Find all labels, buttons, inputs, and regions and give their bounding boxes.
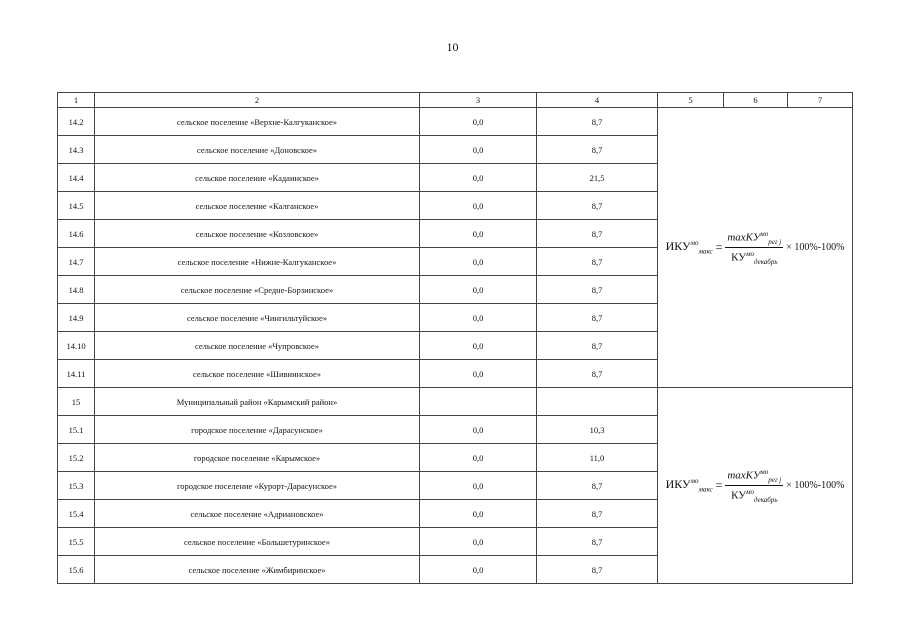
- formula-cell: [658, 108, 853, 388]
- settlement-name: сельское поселение «Шивиинское»: [95, 360, 420, 388]
- value-col4: 8,7: [537, 528, 658, 556]
- row-number: 14.8: [58, 276, 95, 304]
- value-col3: 0,0: [420, 108, 537, 136]
- value-col3: 0,0: [420, 556, 537, 584]
- value-col3: 0,0: [420, 360, 537, 388]
- row-number: 14.5: [58, 192, 95, 220]
- row-number: 15: [58, 388, 95, 416]
- tariff-table: [57, 92, 853, 584]
- formula-multiplier: × 100%-100%: [786, 242, 845, 253]
- header-cell-5: 5: [658, 93, 724, 108]
- row-number: 15.1: [58, 416, 95, 444]
- row-number: 15.6: [58, 556, 95, 584]
- value-col3: 0,0: [420, 444, 537, 472]
- table-row: [58, 388, 853, 416]
- settlement-name: городское поселение «Карымское»: [95, 444, 420, 472]
- page-number: 10: [446, 40, 459, 54]
- value-col3: 0,0: [420, 136, 537, 164]
- value-col4: 8,7: [537, 304, 658, 332]
- value-col3: 0,0: [420, 192, 537, 220]
- formula-lhs: $ИКУ^{мо}_{макс}$: [665, 239, 713, 256]
- value-col4: 11,0: [537, 444, 658, 472]
- row-number: 14.11: [58, 360, 95, 388]
- formula-denominator: $КУ^{мо}_{декабрь}$: [731, 487, 778, 504]
- value-col4: 8,7: [537, 108, 658, 136]
- row-number: 14.4: [58, 164, 95, 192]
- settlement-name: сельское поселение «Нижне-Калгуканское»: [95, 248, 420, 276]
- value-col4: 21,5: [537, 164, 658, 192]
- formula-equals: =: [715, 240, 723, 254]
- value-col3: 0,0: [420, 472, 537, 500]
- settlement-name: сельское поселение «Адриановское»: [95, 500, 420, 528]
- formula-lhs: $ИКУ^{мо}_{макс}$: [665, 477, 713, 494]
- value-col4: 8,7: [537, 248, 658, 276]
- value-col3: 0,0: [420, 332, 537, 360]
- index-formula: [666, 468, 845, 504]
- row-number: 14.7: [58, 248, 95, 276]
- formula-equals: =: [715, 478, 723, 492]
- header-row: [58, 93, 853, 108]
- row-number: 14.9: [58, 304, 95, 332]
- value-col4: 8,7: [537, 472, 658, 500]
- value-col3: 0,0: [420, 304, 537, 332]
- table-row: [58, 108, 853, 136]
- value-col3: 0,0: [420, 276, 537, 304]
- header-cell-4: 4: [537, 93, 658, 108]
- row-number: 15.2: [58, 444, 95, 472]
- row-number: 15.5: [58, 528, 95, 556]
- value-col4: 8,7: [537, 136, 658, 164]
- header-cell-7: 7: [788, 93, 853, 108]
- formula-multiplier: × 100%-100%: [786, 480, 845, 491]
- settlement-name: сельское поселение «Кадаинское»: [95, 164, 420, 192]
- index-formula: [666, 230, 845, 266]
- formula-numerator: maxКУ$^{мо}_{рег j}$: [727, 229, 782, 246]
- value-col4: [537, 388, 658, 416]
- settlement-name: сельское поселение «Большетуринское»: [95, 528, 420, 556]
- value-col3: 0,0: [420, 500, 537, 528]
- settlement-name: сельское поселение «Доновское»: [95, 136, 420, 164]
- formula-cell: [658, 388, 853, 584]
- value-col4: 8,7: [537, 556, 658, 584]
- formula-denominator: $КУ^{мо}_{декабрь}$: [731, 249, 778, 266]
- value-col3: [420, 388, 537, 416]
- value-col4: 10,3: [537, 416, 658, 444]
- header-cell-3: 3: [420, 93, 537, 108]
- row-number: 14.2: [58, 108, 95, 136]
- header-cell-1: 1: [58, 93, 95, 108]
- row-number: 14.6: [58, 220, 95, 248]
- row-number: 14.10: [58, 332, 95, 360]
- settlement-name: сельское поселение «Чингильтуйское»: [95, 304, 420, 332]
- header-cell-6: 6: [724, 93, 788, 108]
- value-col4: 8,7: [537, 276, 658, 304]
- header-cell-2: 2: [95, 93, 420, 108]
- value-col4: 8,7: [537, 360, 658, 388]
- settlement-name: Муниципальный район «Карымский район»: [95, 388, 420, 416]
- settlement-name: сельское поселение «Калганское»: [95, 192, 420, 220]
- value-col4: 8,7: [537, 500, 658, 528]
- settlement-name: городское поселение «Курорт-Дарасунское»: [95, 472, 420, 500]
- formula-numerator: maxКУ$^{мо}_{рег j}$: [727, 467, 782, 484]
- settlement-name: городское поселение «Дарасунское»: [95, 416, 420, 444]
- value-col3: 0,0: [420, 220, 537, 248]
- settlement-name: сельское поселение «Средне-Борзинское»: [95, 276, 420, 304]
- value-col3: 0,0: [420, 248, 537, 276]
- row-number: 15.3: [58, 472, 95, 500]
- settlement-name: сельское поселение «Козловское»: [95, 220, 420, 248]
- formula-fraction: [725, 468, 783, 504]
- value-col4: 8,7: [537, 192, 658, 220]
- value-col3: 0,0: [420, 416, 537, 444]
- value-col4: 8,7: [537, 220, 658, 248]
- row-number: 14.3: [58, 136, 95, 164]
- value-col3: 0,0: [420, 164, 537, 192]
- settlement-name: сельское поселение «Жимбиринское»: [95, 556, 420, 584]
- value-col4: 8,7: [537, 332, 658, 360]
- formula-fraction: [725, 230, 783, 266]
- settlement-name: сельское поселение «Чупровское»: [95, 332, 420, 360]
- value-col3: 0,0: [420, 528, 537, 556]
- settlement-name: сельское поселение «Верхне-Калгуканское»: [95, 108, 420, 136]
- row-number: 15.4: [58, 500, 95, 528]
